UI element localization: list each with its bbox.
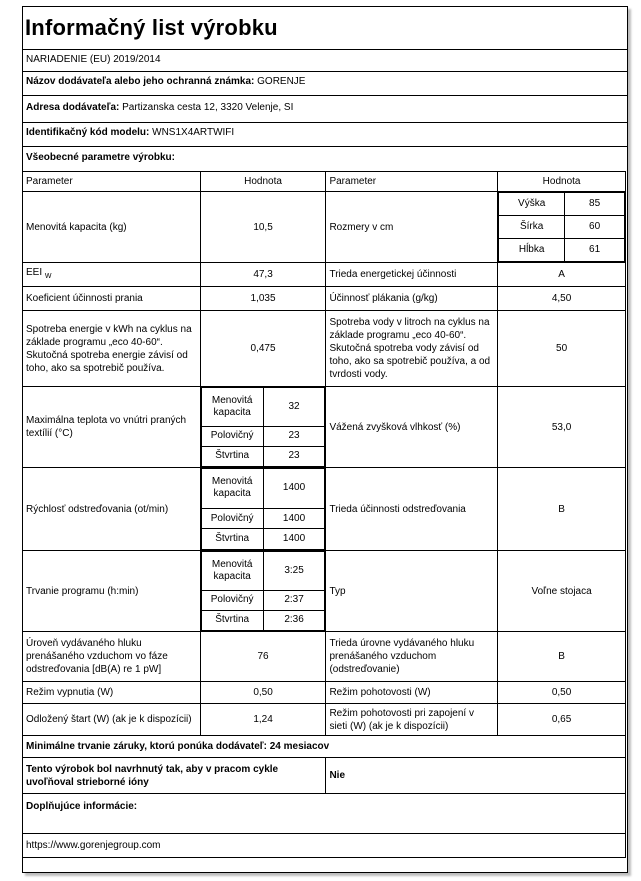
water-value: 50 bbox=[498, 311, 626, 387]
page-title: Informačný list výrobku bbox=[25, 15, 278, 40]
capacity-value: 10,5 bbox=[200, 192, 326, 263]
washing-eff-label: Koeficient účinnosti prania bbox=[23, 287, 201, 311]
width-label: Šírka bbox=[499, 216, 565, 239]
table-row bbox=[23, 551, 626, 632]
max-temp-values bbox=[200, 387, 326, 468]
header-parameter-2: Parameter bbox=[326, 172, 498, 192]
spin-class-label: Trieda účinnosti odstreďovania bbox=[326, 468, 498, 551]
supplier-row bbox=[26, 76, 305, 87]
width-value: 60 bbox=[565, 216, 625, 239]
parameters-table bbox=[22, 171, 626, 858]
table-row bbox=[23, 468, 626, 551]
table-row bbox=[23, 758, 626, 794]
spin-quarter-label: Štvrtina bbox=[201, 529, 263, 550]
networked-standby-label: Režim pohotovosti pri zapojení v sieti (W) (ak je k dispozícii) bbox=[326, 704, 498, 736]
spin-half-value: 1400 bbox=[263, 508, 325, 529]
duration-half-value: 2:37 bbox=[263, 590, 325, 610]
table-row bbox=[23, 704, 626, 736]
depth-value: 61 bbox=[565, 239, 625, 262]
divider bbox=[23, 122, 627, 123]
noise-value: 76 bbox=[200, 632, 326, 682]
duration-values bbox=[200, 551, 326, 632]
eei-label: EEI $_W$ bbox=[23, 263, 201, 287]
silver-label: Tento výrobok bol navrhnutý tak, aby v pracom cykle uvoľňoval strieborné ióny bbox=[23, 758, 326, 794]
washing-eff-value: 1,035 bbox=[200, 287, 326, 311]
regulation: NARIADENIE (EU) 2019/2014 bbox=[26, 54, 161, 65]
table-row bbox=[23, 192, 626, 263]
duration-quarter-value: 2:36 bbox=[263, 610, 325, 630]
temp-half-value: 23 bbox=[263, 426, 325, 446]
table-row bbox=[23, 682, 626, 704]
warranty-value: 24 mesiacov bbox=[269, 741, 330, 752]
water-label: Spotreba vody v litroch na cyklus na základe programu „eco 40-60“. Skutočná spotreba vody závisí od toho, ako sa spotrebič používa, a od tvrdosti vody. bbox=[326, 311, 498, 387]
height-label: Výška bbox=[499, 193, 565, 216]
off-mode-label: Režim vypnutia (W) bbox=[23, 682, 201, 704]
type-label: Typ bbox=[326, 551, 498, 632]
address-value: Partizanska cesta 12, 3320 Velenje, SI bbox=[122, 102, 294, 113]
energy-class-label: Trieda energetickej účinnosti bbox=[326, 263, 498, 287]
header-value: Hodnota bbox=[200, 172, 326, 192]
rinsing-eff-label: Účinnosť plákania (g/kg) bbox=[326, 287, 498, 311]
address-row bbox=[26, 102, 293, 113]
product-information-sheet bbox=[22, 6, 628, 873]
duration-rated-label: Menovitá kapacita bbox=[201, 552, 263, 591]
table-row bbox=[23, 311, 626, 387]
dimensions-label: Rozmery v cm bbox=[326, 192, 498, 263]
divider bbox=[23, 95, 627, 96]
temp-quarter-label: Štvrtina bbox=[201, 446, 263, 466]
divider bbox=[23, 146, 627, 147]
energy-label: Spotreba energie v kWh na cyklus na základe programu „eco 40-60“. Skutočná spotreba energie závisí od toho, ako sa spotrebič používa. bbox=[23, 311, 201, 387]
general-params-heading: Všeobecné parametre výrobku: bbox=[26, 152, 175, 163]
spin-quarter-value: 1400 bbox=[263, 529, 325, 550]
divider bbox=[23, 49, 627, 50]
table-row bbox=[23, 794, 626, 834]
standby-label: Režim pohotovosti (W) bbox=[326, 682, 498, 704]
height-value: 85 bbox=[565, 193, 625, 216]
type-value: Voľne stojaca bbox=[498, 551, 626, 632]
energy-class-value: A bbox=[498, 263, 626, 287]
temp-rated-value: 32 bbox=[263, 388, 325, 427]
eei-value: 47,3 bbox=[200, 263, 326, 287]
address-label: Adresa dodávateľa: bbox=[26, 102, 120, 113]
max-temp-label: Maximálna teplota vo vnútri praných textílií (°C) bbox=[23, 387, 201, 468]
model-label: Identifikačný kód modelu: bbox=[26, 127, 150, 138]
spin-speed-values bbox=[200, 468, 326, 551]
table-row bbox=[23, 736, 626, 758]
delay-start-label: Odložený štart (W) (ak je k dispozícii) bbox=[23, 704, 201, 736]
duration-label: Trvanie programu (h:min) bbox=[23, 551, 201, 632]
spin-speed-label: Rýchlosť odstreďovania (ot/min) bbox=[23, 468, 201, 551]
additional-info-label: Doplňujúce informácie: bbox=[23, 794, 626, 834]
rinsing-eff-value: 4,50 bbox=[498, 287, 626, 311]
supplier-label: Názov dodávateľa alebo jeho ochranná známka: bbox=[26, 76, 255, 87]
warranty-row bbox=[23, 736, 626, 758]
header-parameter: Parameter bbox=[23, 172, 201, 192]
off-mode-value: 0,50 bbox=[200, 682, 326, 704]
depth-label: Hĺbka bbox=[499, 239, 565, 262]
table-header bbox=[23, 172, 626, 192]
table-row bbox=[23, 834, 626, 858]
spin-rated-value: 1400 bbox=[263, 469, 325, 509]
duration-half-label: Polovičný bbox=[201, 590, 263, 610]
additional-info-url[interactable]: https://www.gorenjegroup.com bbox=[23, 834, 626, 858]
supplier-value: GORENJE bbox=[257, 76, 306, 87]
model-value: WNS1X4ARTWIFI bbox=[152, 127, 235, 138]
delay-start-value: 1,24 bbox=[200, 704, 326, 736]
spin-class-value: B bbox=[498, 468, 626, 551]
moisture-value: 53,0 bbox=[498, 387, 626, 468]
standby-value: 0,50 bbox=[498, 682, 626, 704]
silver-value: Nie bbox=[326, 758, 626, 794]
duration-quarter-label: Štvrtina bbox=[201, 610, 263, 630]
table-row bbox=[23, 287, 626, 311]
energy-value: 0,475 bbox=[200, 311, 326, 387]
dimensions-values bbox=[498, 192, 626, 263]
divider bbox=[23, 71, 627, 72]
spin-half-label: Polovičný bbox=[201, 508, 263, 529]
duration-rated-value: 3:25 bbox=[263, 552, 325, 591]
temp-half-label: Polovičný bbox=[201, 426, 263, 446]
spin-rated-label: Menovitá kapacita bbox=[201, 469, 263, 509]
networked-standby-value: 0,65 bbox=[498, 704, 626, 736]
header-value-2: Hodnota bbox=[498, 172, 626, 192]
moisture-label: Vážená zvyšková vlhkosť (%) bbox=[326, 387, 498, 468]
table-row bbox=[23, 632, 626, 682]
warranty-label: Minimálne trvanie záruky, ktorú ponúka dodávateľ: bbox=[26, 741, 267, 752]
noise-class-value: B bbox=[498, 632, 626, 682]
temp-quarter-value: 23 bbox=[263, 446, 325, 466]
temp-rated-label: Menovitá kapacita bbox=[201, 388, 263, 427]
table-row bbox=[23, 263, 626, 287]
noise-class-label: Trieda úrovne vydávaného hluku prenášaného vzduchom (odstreďovanie) bbox=[326, 632, 498, 682]
eei-subscript: W bbox=[44, 273, 52, 280]
noise-label: Úroveň vydávaného hluku prenášaného vzduchom vo fáze odstreďovania [dB(A) re 1 pW] bbox=[23, 632, 201, 682]
table-row bbox=[23, 387, 626, 468]
model-row bbox=[26, 127, 234, 138]
capacity-label: Menovitá kapacita (kg) bbox=[23, 192, 201, 263]
